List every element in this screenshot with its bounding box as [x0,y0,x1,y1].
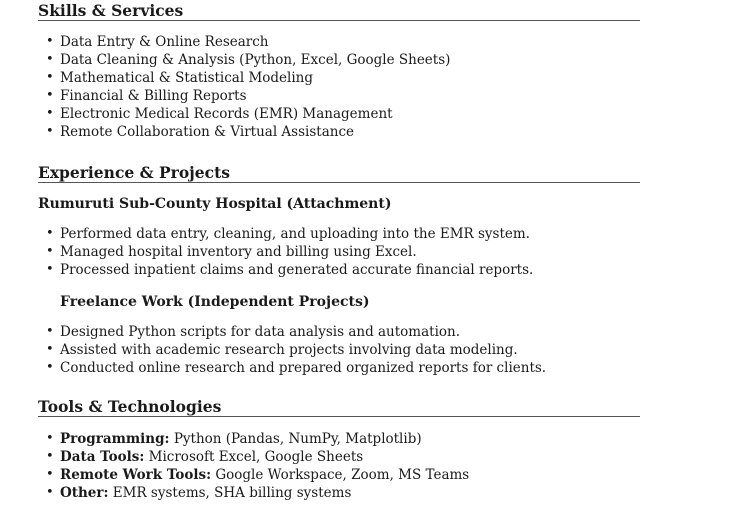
hospital-list [38,225,640,279]
skills-section [38,0,640,141]
list-item: • Data Entry & Online Research [46,34,269,50]
bullet-icon: • [46,342,54,357]
section-title-skills: Skills & Services [38,0,640,21]
section-title-experience: Experience & Projects [38,162,640,183]
list-item [46,448,640,466]
list-item: • Mathematical & Statistical Modeling [46,70,314,86]
bullet-icon: • [46,324,54,339]
tool-value: Google Workspace, Zoom, MS Teams [215,467,470,483]
freelance-list [38,323,640,377]
list-item: • Assisted with academic research projects involving data modeling. [46,342,518,358]
bullet-icon: • [46,431,54,446]
bullet-icon: • [46,467,54,482]
list-item: • Financial & Billing Reports [46,88,247,104]
tool-value: EMR systems, SHA billing systems [112,485,352,501]
bullet-icon: • [46,262,54,277]
bullet-icon: • [46,52,54,67]
list-item: • Data Cleaning & Analysis (Python, Excel, Google Sheets) [46,52,451,68]
list-item: • Designed Python scripts for data analysis and automation. [46,324,461,340]
list-item: • Managed hospital inventory and billing using Excel. [46,244,417,260]
bullet-icon: • [46,244,54,259]
skills-list [38,33,640,141]
list-item [46,430,640,448]
bullet-icon: • [46,70,54,85]
bullet-icon: • [46,34,54,49]
list-item: • Electronic Medical Records (EMR) Management [46,106,393,122]
list-item [46,466,640,484]
bullet-icon: • [46,124,54,139]
subsection-title-freelance: Freelance Work (Independent Projects) [60,294,370,310]
list-item: • Performed data entry, cleaning, and uploading into the EMR system. [46,226,530,242]
tool-value: Python (Pandas, NumPy, Matplotlib) [173,431,422,447]
bullet-icon: • [46,360,54,375]
bullet-icon: • [46,485,54,500]
experience-section [38,162,640,377]
tool-label: Other: [60,485,109,501]
bullet-icon: • [46,106,54,121]
tool-label: Data Tools: [60,449,145,465]
bullet-icon: • [46,226,54,241]
tool-label: Remote Work Tools: [60,467,212,483]
section-title-tools: Tools & Technologies [38,396,640,417]
subsection-title-hospital: Rumuruti Sub-County Hospital (Attachment) [38,196,392,212]
bullet-icon: • [46,449,54,464]
list-item: • Conducted online research and prepared organized reports for clients. [46,360,547,376]
list-item: • Processed inpatient claims and generated accurate financial reports. [46,262,534,278]
list-item [46,484,640,502]
tools-section [38,396,640,502]
tool-value: Microsoft Excel, Google Sheets [148,449,364,465]
tools-list [38,430,640,502]
list-item: • Remote Collaboration & Virtual Assistance [46,124,354,140]
bullet-icon: • [46,88,54,103]
tool-label: Programming: [60,431,170,447]
